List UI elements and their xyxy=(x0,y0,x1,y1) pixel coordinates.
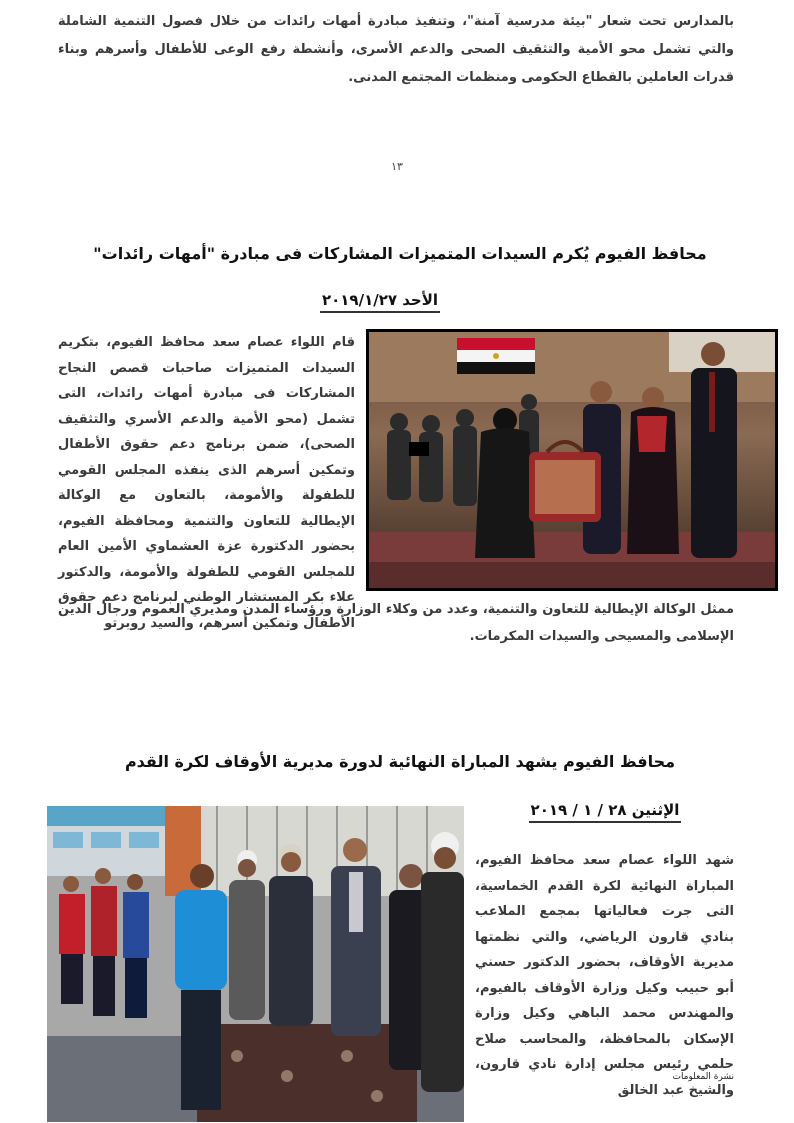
article2-date: الإثنين ٢٨ / ١ / ٢٠١٩ xyxy=(529,801,682,823)
article1-body-side: قام اللواء عصام سعد محافظ الفيوم، بتكريم السيدات المتميزات صاحبات قصص النجاح المشاركات فى مبادرة أمهات رائدات، التى تشمل (محو الأمية والدعم الأسري والتثقيف الصحى)، ضمن برنامج دعم حقوق الأطفال وتمكين أسرهم الذى ينفذه المجلس القومي للطفولة والأمومة، بالتعاون مع الوكالة الإيطالية للتعاون والتنمية ومحافظة الفيوم، بحضور الدكتورة عزة العشماوي الأمين العام للمجلس القومي للطفولة والأمومة، والدكتور علاء بكر المستشار الوطني لبرنامج دعم حقوق الأطفال وتمكين أسرهم، والسيد روبرتو xyxy=(58,335,355,631)
article2-body: شهد اللواء عصام سعد محافظ الفيوم، المباراة النهائية لكرة القدم الخماسية، التى جرت فعالياتها بمجمع الملاعب بنادي قارون الرياضي، والتي نظمتها مديرية الأوقاف، بحضور الدكتور حسني أبو حبيب وكيل وزارة الأوقاف بالفيوم، والمهندس محمد الباهي وكيل وزارة الإسكان بالمحافظة، والمحاسب صلاح حلمي رئيس مجلس إدارة نادي قارون، والشيخ عبد الخالق xyxy=(475,853,734,1098)
article1-date: الأحد ٢٠١٩/١/٢٧ xyxy=(320,291,440,313)
top-paragraph: بالمدارس تحت شعار "بيئة مدرسية آمنة"، وتنفيذ مبادرة أمهات رائدات من خلال فصول التنمية الشاملة والتي تشمل محو الأمية والتثقيف الصحى والدعم الأسرى، وأنشطة رفع الوعى للأطفال وأسرهم وبناء قدرات العاملين بالقطاع الحكومى ومنظمات المجتمع المدنى. xyxy=(58,14,734,85)
article2-photo xyxy=(47,806,464,1122)
article1-title: محافظ الفيوم يُكرم السيدات المتميزات المشاركات فى مبادرة "أمهات رائدات" xyxy=(93,244,707,263)
article1-body-full: ممثل الوكالة الإيطالية للتعاون والتنمية، وعدد من وكلاء الوزارة ورؤساء المدن ومديري العموم ورجال الدين الإسلامى والمسيحى والسيدات المكرمات. xyxy=(58,602,734,644)
article2-title: محافظ الفيوم يشهد المباراة النهائية لدورة مديرية الأوقاف لكرة القدم xyxy=(124,752,676,771)
page-number: ١٣ xyxy=(391,160,403,173)
article2-source: نشرة المعلومات xyxy=(672,1072,734,1082)
article1-photo xyxy=(366,329,778,591)
